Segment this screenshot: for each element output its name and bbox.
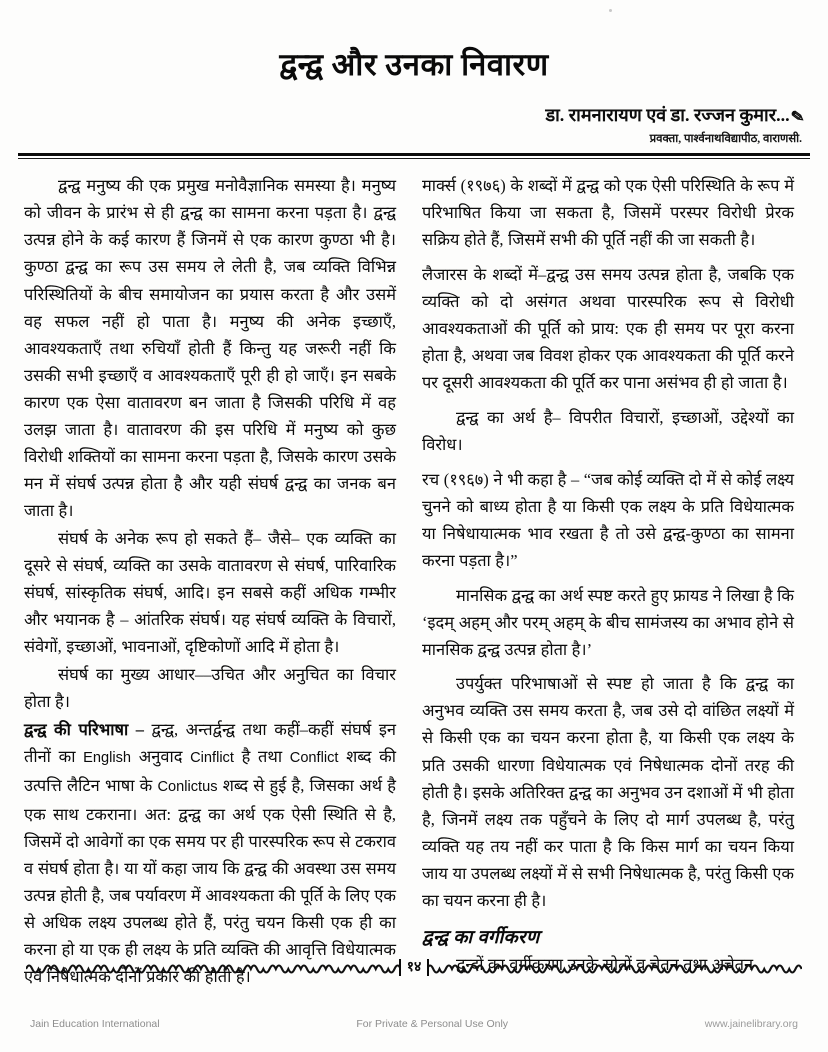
ornament-squiggle-right: [427, 958, 802, 978]
latin-term-conflict: Conflict: [289, 749, 339, 766]
paragraph: संघर्ष के अनेक रूप हो सकते हैं– जैसे– एक व्यक्ति का दूसरे से संघर्ष, व्यक्ति का उसके वातावरण से संघर्ष, पारिवारिक संघर्ष, सांस्कृतिक संघर्ष, आदि। इन सबसे कहीं अधिक गम्भीर और भयानक है – आंतरिक संघर्ष। यह संघर्ष व्यक्ति के विचारों, संवेगों, इच्छाओं, भावनाओं, दृष्टिकोणों आदि में होता है।: [24, 528, 396, 657]
footer-website-link[interactable]: www.jainelibrary.org: [704, 1018, 798, 1030]
page-number: १४: [401, 958, 428, 978]
latin-term-cinflict: Cinflict: [190, 749, 234, 766]
page-title: द्वन्द्व और उनका निवारण: [279, 47, 549, 82]
scan-speck: [609, 9, 612, 12]
paragraph: द्वन्द्व का अर्थ है– विपरीत विचारों, इच्छाओं, उद्देश्यों का विरोध।: [422, 407, 794, 455]
paragraph: उपर्युक्त परिभाषाओं से स्पष्ट हो जाता है कि द्वन्द्व का अनुभव व्यक्ति उस समय करता है, जब उसे दो वांछित लक्ष्यों में से किसी एक का चयन करना होता है, या किसी एक लक्ष्य के प्रति उसकी धारणा विधेयात्मक एवं निषेधात्मक दोनों तरह की होती है। इसके अतिरिक्त द्वन्द्व का अनुभव उन दशाओं में भी होता है, जिनमें लक्ष्य तक पहुँचने के लिए दो मार्ग उपलब्ध है, परंतु व्यक्ति यह तय नहीं कर पाता है कि किस मार्ग का चयन किया जाय या उपलब्ध लक्ष्यों में से सभी निषेधात्मक है, परंतु किसी एक का चयन करना ही है।: [422, 674, 794, 911]
definition-paragraph: [24, 716, 396, 991]
author-byline: [0, 103, 828, 127]
footer-center-text: For Private & Personal Use Only: [356, 1018, 509, 1030]
page-footer: [0, 1018, 828, 1030]
author-name: डा. रामनारायण एवं डा. रज्जन कुमार...: [545, 105, 790, 126]
definition-text-b: अनुवाद: [131, 746, 191, 766]
paragraph: मार्क्स (१९७६) के शब्दों में द्वन्द्व को एक ऐसी परिस्थिति के रूप में परिभाषित किया जा सकता है, जिसमें परस्पर विरोधी प्रेरक सक्रिय होते हैं, जिसमें सभी की पूर्ति नहीं की जा सकती है।: [422, 176, 794, 250]
paragraph-spacer: [422, 459, 794, 466]
folio-divider: [0, 958, 828, 978]
pen-nib-icon: ✎: [789, 108, 806, 128]
section-subheading: द्वन्द्व का वर्गीकरण: [422, 928, 540, 949]
definition-heading: द्वन्द्व की परिभाषा –: [24, 719, 152, 739]
paragraph-spacer: [422, 663, 794, 670]
paragraph: लैजारस के शब्दों में–द्वन्द्व उस समय उत्पन्न होता है, जबकि एक व्यक्ति को दो असंगत अथवा पारस्परिक रूप से विरोधी आवश्यकताओं की पूर्ति को प्राय: एक ही समय पर पूरा करना होता है, अथवा जब विवश होकर एक आवश्यकता की पूर्ति करने पर दूसरी आवश्यकता की पूर्ति कर पाना असंभव ही हो जाता है।: [422, 264, 794, 393]
author-affiliation: प्रवक्ता, पार्श्वनाथविद्यापीठ, वाराणसी.: [649, 133, 802, 146]
paragraph-spacer: [422, 254, 794, 261]
ornament-squiggle-left: [26, 958, 401, 978]
page-header: [0, 0, 828, 146]
paragraph: मानसिक द्वन्द्व का अर्थ स्पष्ट करते हुए फ्रायड ने लिखा है कि ‘इदम् अहम् और परम् अहम् के बीच सामंजस्य का अभाव होने से मानसिक द्वन्द्व उत्पन्न होता है।’: [422, 585, 794, 659]
definition-text-c: है तथा: [233, 746, 290, 766]
right-column: [422, 172, 794, 975]
quote-paragraph: रच (१९६७) ने भी कहा है – “जब कोई व्यक्ति दो में से कोई लक्ष्य चुनने को बाध्य होता है या किसी एक लक्ष्य के प्रति विधेयात्मक या निषेधायात्मक भाव रखता है तो उसे द्वन्द्व-कुण्ठा का सामना करना पड़ता है।”: [422, 469, 794, 570]
paragraph: संघर्ष का मुख्य आधार––उचित और अनुचित का विचार होता है।: [24, 664, 396, 711]
definition-text-a: द्वन्द्व, अन्तर्द्वन्द्व तथा कहीं–कहीं संघर्ष इन तीनों का: [24, 719, 396, 766]
paragraph-spacer: [422, 397, 794, 404]
paragraph-spacer: [422, 575, 794, 582]
footer-left-text: Jain Education International: [30, 1018, 160, 1030]
latin-term-conlictus: Conlictus: [157, 778, 218, 795]
definition-text-d: शब्द की उत्पत्ति लैटिन भाषा के: [24, 746, 396, 795]
definition-text-e: शब्द से हुई है, जिसका अर्थ है एक साथ टकराना। अत: द्वन्द्व का अर्थ एक ऐसी स्थिति से है, जिसमें दो आवेगों का एक समय पर ही पारस्परिक रूप से टकराव व संघर्ष होता है। या यों कहा जाय कि द्वन्द्व की अवस्था उस समय उत्पन्न होती है, जब पर्यावरण में आवश्यकता की पूर्ति के लिए एक से अधिक लक्ष्य उपलब्ध होते हैं, परंतु चयन किसी एक ही का करना हो या एक ही लक्ष्य के प्रति व्यक्ति की आवृत्ति विधेयात्मक एवं निषेधात्मक दोनों प्रकार की होती है।: [24, 775, 396, 987]
left-column: [24, 172, 396, 987]
latin-term-english: English: [83, 749, 132, 766]
paragraph: द्वन्दों का वर्गीकरण उनके स्रोतों व चेतन तथा अचेतन: [456, 955, 754, 975]
paragraph: द्वन्द्व मनुष्य की एक प्रमुख मनोवैज्ञानिक समस्या है। मनुष्य को जीवन के प्रारंभ से ही द्वन्द्व का सामना करना पड़ता है। द्वन्द्व उत्पन्न होने के कई कारण हैं जिनमें से एक कारण कुण्ठा भी है। कुण्ठा द्वन्द्व का रूप उस समय ले लेती है, जब व्यक्ति विभिन्न परिस्थितियों के बीच समायोजन का प्रयास करता है और उसमें वह सफल नहीं हो पाता है। मनुष्य की अनेक इच्छाएँ, आवश्यकताएँ तथा रुचियाँ होती हैं किन्तु यह जरूरी नहीं कि उसकी सभी इच्छाएँ व आवश्यकताएँ पूरी ही हो जाएँ। इन सबके कारण एक ऐसा वातावरण बन जाता है जिसकी परिधि में वह उलझ जाता है। वातावरण की इस परिधि में मनुष्य को कुछ विरोधी शक्तियों का सामना करना पड़ता है, जिसके कारण उसके मन में संघर्ष उत्पन्न होता है और यही संघर्ष द्वन्द्व का जनक बन जाता है।: [24, 176, 396, 521]
